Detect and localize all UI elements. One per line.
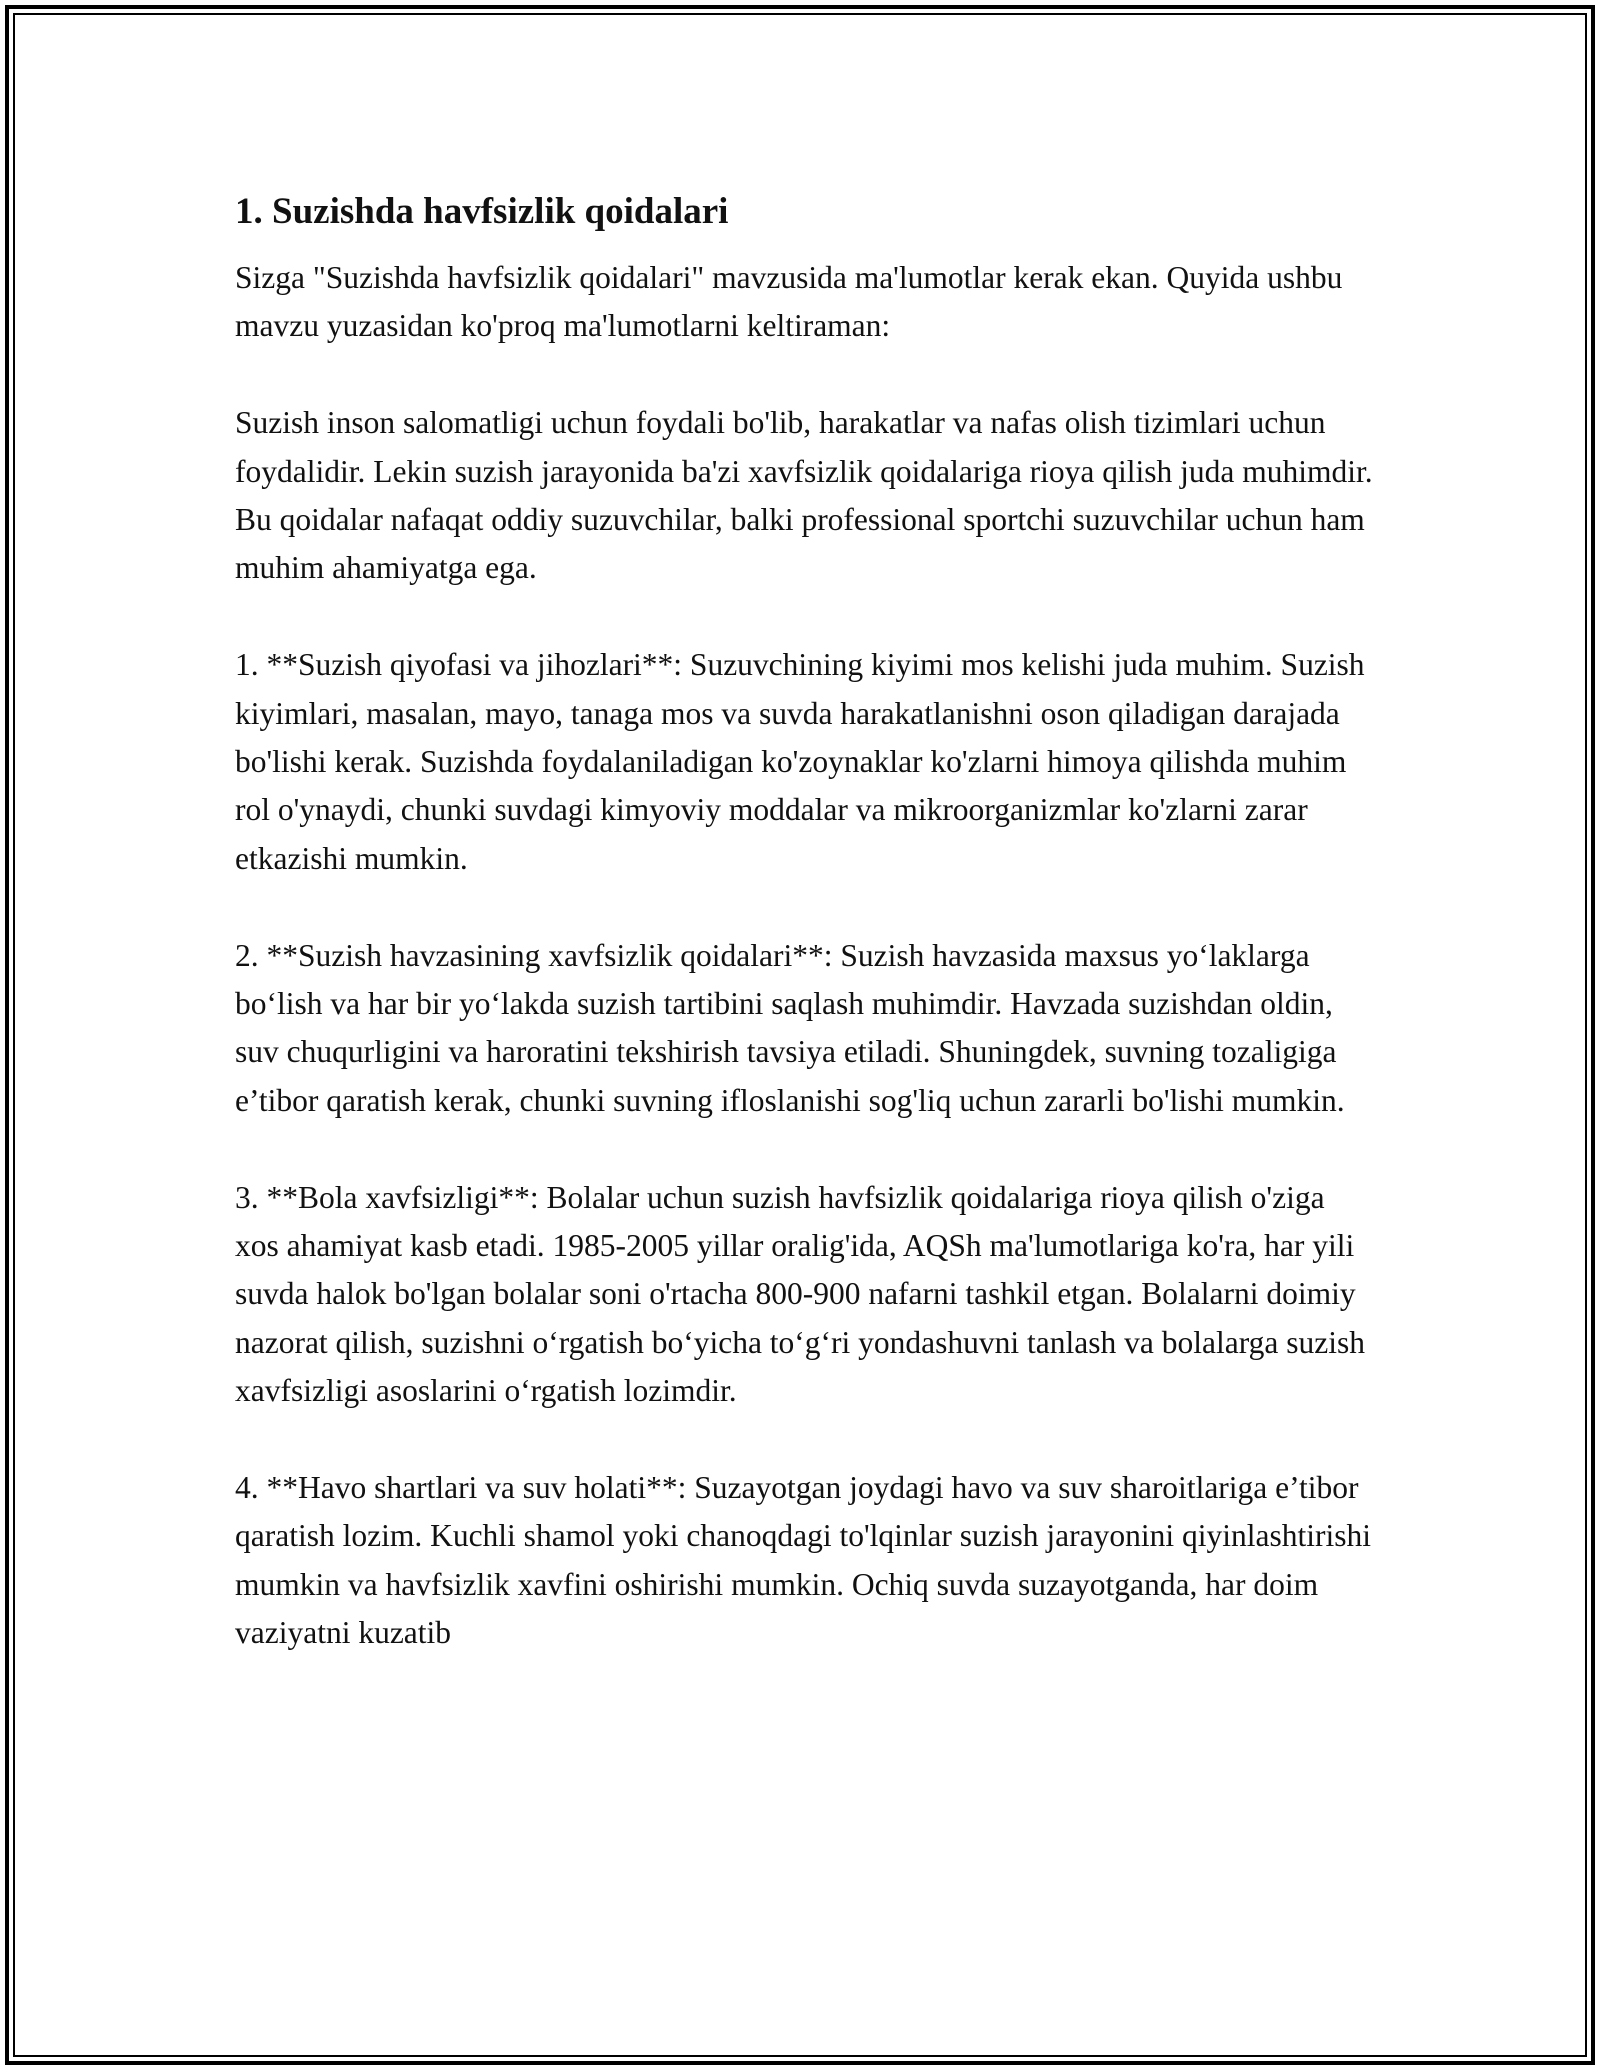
intro-paragraph: Sizga "Suzishda havfsizlik qoidalari" mavzusida ma'lumotlar kerak ekan. Quyida ushbu mavzu yuzasidan ko'proq ma'lumotlarni keltiraman:: [235, 260, 1343, 344]
rule-1-paragraph: 1. **Suzish qiyofasi va jihozlari**: Suzuvchining kiyimi mos kelishi juda muhim. Suzish kiyimlari, masalan, mayo, tanaga mos va suvda harakatlanishni oson qiladigan darajada bo'lishi kerak. Suzishda foydalaniladigan ko'zoynaklar ko'zlarni himoya qilishda muhim rol o'ynaydi, chunki suvdagi kimyoviy moddalar va mikroorganizmlar ko'zlarni zarar etkazishi mumkin.: [235, 647, 1365, 876]
rule-3-paragraph: 3. **Bola xavfsizligi**: Bolalar uchun suzish havfsizlik qoidalariga rioya qilish o'ziga xos ahamiyat kasb etadi. 1985-2005 yillar oralig'ida, AQSh ma'lumotlariga ko'ra, har yili suvda halok bo'lgan bolalar soni o'rtacha 800-900 nafarni tashkil etgan. Bolalarni doimiy nazorat qilish, suzishni o‘rgatish bo‘yicha to‘g‘ri yondashuvni tanlash va bolalarga suzish xavfsizligi asoslarini o‘rgatish lozimdir.: [235, 1179, 1365, 1409]
overview-paragraph: Suzish inson salomatligi uchun foydali bo'lib, harakatlar va nafas olish tizimlari uchun foydalidir. Lekin suzish jarayonida ba'zi xavfsizlik qoidalariga rioya qilish juda muhimdir. Bu qoidalar nafaqat oddiy suzuvchilar, balki professional sportchi suzuvchilar uchun ham muhim ahamiyatga ega.: [235, 405, 1373, 586]
rule-4-paragraph: 4. **Havo shartlari va suv holati**: Suzayotgan joydagi havo va suv sharoitlariga e’tibor qaratish lozim. Kuchli shamol yoki chanoqdagi to'lqinlar suzish jarayonini qiyinlashtirishi mumkin va havfsizlik xavfini oshirishi mumkin. Ochiq suvda suzayotganda, har doim vaziyatni kuzatib: [235, 1470, 1371, 1651]
document-title: 1. Suzishda havfsizlik qoidalari: [235, 191, 729, 232]
rule-2-paragraph: 2. **Suzish havzasining xavfsizlik qoidalari**: Suzish havzasida maxsus yo‘laklarga bo‘lish va har bir yo‘lakda suzish tartibini saqlash muhimdir. Havzada suzishdan oldin, suv chuqurligini va haroratini tekshirish tavsiya etiladi. Shuningdek, suvning tozaligiga e’tibor qaratish kerak, chunki suvning ifloslanishi sog'liq uchun zararli bo'lishi mumkin.: [235, 937, 1345, 1118]
document-body: [235, 188, 1375, 1658]
